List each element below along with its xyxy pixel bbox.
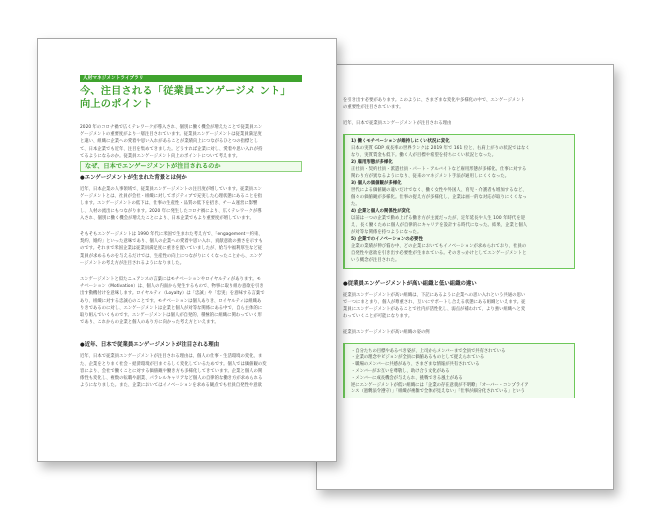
reasons-label: 近年、日本で従業員エンゲージメントが注目される理由 bbox=[343, 121, 452, 127]
document-page-1 bbox=[37, 38, 337, 462]
reason-text: え、長く働くために個人が自律的にキャリアを設計する時代になった。結果、企業と個人 bbox=[351, 222, 528, 228]
body-line: ゲージメントとは、社員が会社・組織に対してポジティブで充実した心理状態にあることを指 bbox=[80, 194, 263, 200]
page-title bbox=[80, 85, 302, 111]
title-line: 今、注目される「従業員エンゲージメ ント」 bbox=[80, 86, 291, 97]
section-subhead: ●エンゲージメントが生まれた背景とは何か bbox=[80, 175, 187, 182]
body-line: ようになりました。また、企業においてはイノベーションを求める観点でも社員自発性や意欲 bbox=[80, 383, 262, 389]
body-line: し、人材の流出にもつながります。2020 年に発生したコロナ禍により、広くテレワークが導 bbox=[80, 208, 262, 214]
page-2-content bbox=[343, 97, 575, 398]
list-tail: ンス（過剰法令遵守）」「組織が複雑で全体が見えない」「仕事が細分化されている」という bbox=[351, 389, 525, 395]
body-line: であり、これからの企業と個人のあり方に向かった考え方といえます。 bbox=[80, 320, 219, 326]
body-line: あり、組織に対する忠誠心のことです。モチベーションは個人ありき、ロイヤルティは組織あ bbox=[80, 298, 262, 304]
body-line: 係性も変化し、複数の転職や副業、パラレルキャリアなど個人の自律的な働き方が求められる bbox=[80, 376, 263, 382]
reason-title: 4) 企業と個人の関係性が変化 bbox=[351, 208, 411, 214]
intro-line: てるようになるのか。従業員エンゲージメント向上のポイントについて考えます。 bbox=[80, 153, 241, 159]
reason-text: 正社員・契約社員・派遣社員・パート・アルバイトなど雇用形態が多様化。仕事に対する bbox=[351, 166, 527, 172]
reason-text: 以前は一つの企業で勤め上げる働き方が主流だったが、定年延長や人生 100 年時代を迎 bbox=[351, 215, 526, 221]
reason-text: 企業の業績が伸び悩む中、どの企業においてもイノベーションが求められており、社員の bbox=[351, 243, 527, 249]
reason-text: 個々の価値観が多様化。仕事の捉え方が多様化し、企業は画一的な対応が取りにくくなっ bbox=[351, 194, 527, 200]
body-line: 近年、日本企業の人事領域で、従業員エンゲージメントの注目度が増しています。従業員エン bbox=[80, 187, 262, 193]
body-line: で一つにまとまり、個人が尊重され、互いにサポートし合える状態にある組織といえます。従 bbox=[343, 299, 526, 305]
body-line: エンゲージメントと似たニュアンスの言葉にはモチベーションやロイヤルティがあります。モ bbox=[80, 277, 261, 283]
body-line: 入され、個別に働く機会が増えたことにより、日本企業でもより重要度が増しています。 bbox=[80, 215, 254, 221]
reason-title: 2) 雇用形態が多様化 bbox=[351, 159, 393, 165]
reason-item bbox=[351, 180, 569, 208]
list-item: ・企業の理念やビジョンが全員に価値あるものとして捉えられている bbox=[351, 355, 485, 361]
reason-item bbox=[351, 159, 569, 180]
list-label: 従業員エンゲージメントが高い組織の姿の例 bbox=[343, 330, 430, 336]
body-line: 出す動機付けを意味します。ロイヤルティ（Loyalty）は「忠誠」や「忠実」を意味する言葉で bbox=[80, 291, 265, 297]
body-line: そもそもエンゲージメントは 1990 年代に米国で生まれた考え方で、「engagement＝約束、 bbox=[80, 232, 263, 238]
reason-item bbox=[351, 138, 569, 159]
body-line: します。エンゲージメントの低下は、仕事の生産性・品質の低下を招き、チーム運営に影響 bbox=[80, 201, 258, 207]
intro-line: 2020 年のコロナ禍で広くテレワークが導入され、個別に働く機会が増えたことで従業員エン bbox=[80, 125, 263, 130]
reasons-box bbox=[343, 134, 575, 269]
list-item: ・メンバーがお互いを尊敬し、助け合う文化がある bbox=[351, 369, 450, 375]
body-line: チベーション（Motivation）は、個人の内面から発生するもので、物事に取り組む意欲を引き bbox=[80, 284, 264, 290]
title-line: 向上のポイント bbox=[80, 99, 153, 110]
page-1-content bbox=[80, 75, 302, 389]
reason-text: た。 bbox=[351, 201, 360, 207]
intro-line: て、日本企業でも近年、注目を集めてきました。どうすれば企業に対し、愛着や思い入れが持 bbox=[80, 146, 263, 152]
body-line: 容により、会社で働くことに対する価値観や働き方も多様化してきています。企業と個人の関 bbox=[80, 368, 263, 374]
body-line: 従業員エンゲージメントが高い組織は、下記にあるように企業への思い入れという共通の思い bbox=[343, 292, 526, 298]
section-subhead: ●従業員エンゲージメントが高い組織と低い組織の違い bbox=[343, 280, 477, 287]
section-subhead: ●近年、日本で従業員エンゲージメントが注目される理由 bbox=[80, 342, 220, 349]
reason-text: 自発性や意欲を引き出す必要性が生まれている。そのきっかけとしてエンゲージメントと bbox=[351, 250, 527, 256]
reason-title: 5) 企業でのイノベーションの必要性 bbox=[351, 236, 423, 242]
body-line: 取り組んでいくものです。エンゲージメントは個人が自発的、積極的に組織に関わっていく形 bbox=[80, 313, 262, 319]
reason-text: なり、実質賃金も低下。働く人が目標や希望を持ちにくい状況となった。 bbox=[351, 152, 497, 158]
list-tail: 逆にエンゲージメントが低い組織には「企業の存在意義が不明瞭」「オーバー・コンプライア bbox=[351, 382, 529, 388]
document-page-2 bbox=[316, 64, 614, 490]
reason-text: いう概念が注目された。 bbox=[351, 257, 400, 263]
body-line: りきであるのに対し、エンゲージメントは企業と個人が対等な関係にある中で、自ら主体的に bbox=[80, 305, 263, 311]
intro-line: ゲージメントの重要度がより一層注目されています。従業員エンゲージメントは従業員満足度 bbox=[80, 132, 262, 138]
reason-title: 1) 働くモチベーションが維持しにくい状況に変化 bbox=[351, 138, 450, 144]
library-label: 人材マネジメントライブラリ bbox=[80, 75, 302, 82]
reason-item bbox=[351, 208, 569, 236]
reason-text: が対等な関係を持つようになった。 bbox=[351, 229, 422, 235]
list-item: ・職場のメンバーに共感があり、さまざまな情報が共有されている bbox=[351, 362, 480, 368]
examples-box bbox=[343, 343, 575, 399]
body-line: 業員にエンゲージメントがあることで社内が活性化し、弱点が補われて、より強い組織へと変 bbox=[343, 307, 526, 313]
list-item: ・自分たちの目標やあるべき姿が、上司からメンバーまで全員で共有されている bbox=[351, 348, 506, 354]
body-line: のです。それまで米国企業は従業員満足度に重きを置いていましたが、給与や福利厚生など従 bbox=[80, 246, 263, 252]
body-line: わっていくことが可能になります。 bbox=[343, 314, 413, 320]
body-line: 近年、日本で従業員エンゲージメントが注目される理由は、個人の仕事・生活環境の変化、ま bbox=[80, 354, 263, 360]
intro-line: と違い、組織に企業への愛着や思い入れがあることが業績向上につながるひとつの指標とし bbox=[80, 139, 259, 145]
body-line: 契約、婚約」といった意味であり、個人の企業への愛着や思い入れ、貢献意欲の強さを示すも bbox=[80, 239, 263, 245]
reason-text: 世代による価値観の違いだけでなく、働く女性や外国人、育児・介護者も増加するなど、 bbox=[351, 187, 527, 193]
list-item: ・メンバーに成長機会が与えられ、挑戦できる風土がある bbox=[351, 375, 463, 381]
section-heading: なぜ、日本でエンゲージメントが注目されるのか bbox=[80, 161, 302, 172]
reason-text: 関わり方が異なるようになり、従来のマネジメント手法が通用しにくくなった。 bbox=[351, 173, 510, 179]
continuation-line: を引き出す必要があります。このように、さまざまな変化や多様化の中で、エンゲージメント bbox=[343, 98, 525, 103]
continuation-line: の重要性が注目されています。 bbox=[343, 105, 404, 111]
reason-text: 日本の実質 GDP 成長率の世界ランクは 2019 年で 161 位と、右肩上がりの状況ではなく bbox=[351, 145, 530, 151]
reason-item bbox=[351, 236, 569, 264]
body-line: ージメントの考え方が注目されるようになりました。 bbox=[80, 260, 185, 266]
body-line: た、企業をとりまく社会・経済環境が目まぐるしく変化しているためです。個人では価値観の変 bbox=[80, 361, 267, 367]
body-line: 業員が求めるものを与えるだけでは、生産性の向上につながりにくくなったことから、エンゲ bbox=[80, 253, 263, 259]
reason-title: 3) 個人の価値観が多様化 bbox=[351, 180, 402, 186]
